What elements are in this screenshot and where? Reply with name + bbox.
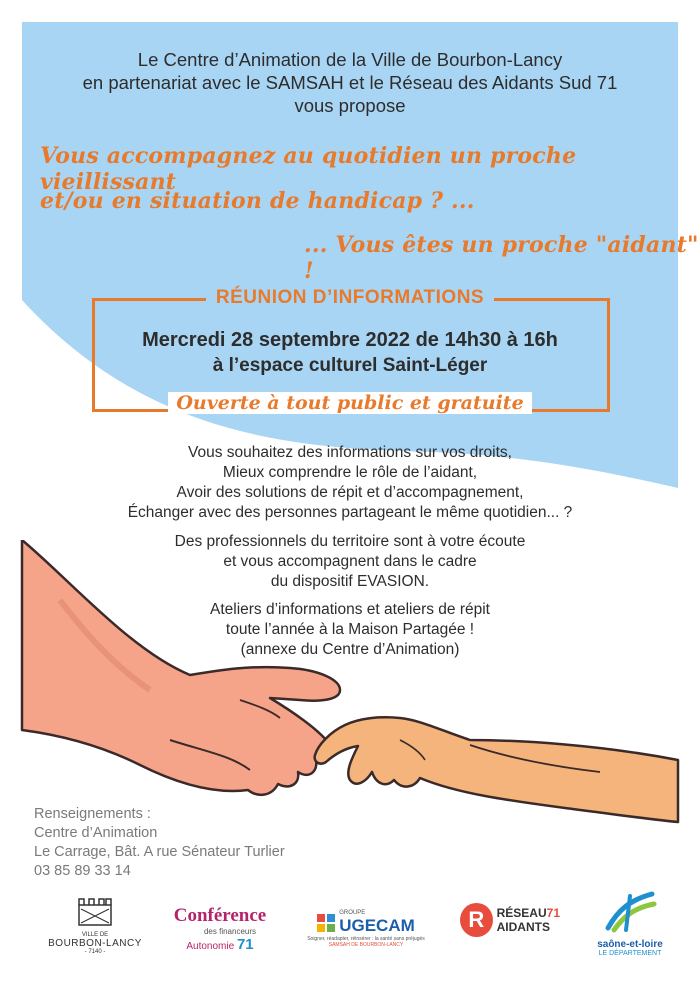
header-line-2: en partenariat avec le SAMSAH et le Réseau des Aidants Sud 71 xyxy=(82,72,618,93)
event-place: à l’espace culturel Saint-Léger xyxy=(212,355,488,376)
workshops-line-3: (annexe du Centre d’Animation) xyxy=(240,641,460,658)
conference-sub: des financeurs xyxy=(203,927,257,936)
reseau-line1: RÉSEAU xyxy=(496,906,547,920)
ugecam-sub: Soigner, réadapter, réinsérer : la santé sans préjugés xyxy=(307,936,425,942)
professionals-line-1: Des professionnels du territoire sont à votre écoute xyxy=(174,533,526,550)
contact-address: Le Carrage, Bât. A rue Sénateur Turlier xyxy=(34,844,285,860)
hands-illustration xyxy=(0,540,700,840)
conference-num: 71 xyxy=(236,936,254,953)
tagline-line-2: et/ou en situation de handicap ? ... xyxy=(40,188,475,214)
department-icon xyxy=(600,890,660,934)
contact-block xyxy=(34,805,285,881)
ville-small: VILLE DE xyxy=(81,932,109,938)
tagline-line-3: ... Vous êtes un proche "aidant" ! xyxy=(304,232,699,284)
professionals-line-2: et vous accompagnent dans le cadre xyxy=(223,553,477,570)
question-4: Échanger avec des personnes partageant le même quotidien... ? xyxy=(127,504,573,521)
tagline-line-1: Vous accompagnez au quotidien un proche vieillissant xyxy=(40,143,577,195)
workshops-line-1: Ateliers d’informations et ateliers de répit xyxy=(210,601,490,618)
conference-name: Conférence xyxy=(173,905,267,926)
event-date: Mercredi 28 septembre 2022 de 14h30 à 16h xyxy=(142,329,558,351)
questions-block xyxy=(40,443,660,523)
header-line-1: Le Centre d’Animation de la Ville de Bourbon-Lancy xyxy=(137,49,563,70)
logo-ugecam xyxy=(305,910,427,948)
professionals-line-3: du dispositif EVASION. xyxy=(270,573,430,590)
logo-reseau-aidants xyxy=(460,903,560,937)
castle-icon xyxy=(75,895,115,927)
question-3: Avoir des solutions de répit et d’accompagnement, xyxy=(176,484,524,501)
question-2: Mieux comprendre le rôle de l’aidant, xyxy=(222,464,478,481)
ugecam-groupe: GROUPE xyxy=(339,910,366,916)
conference-sub2: Autonomie xyxy=(186,941,235,952)
ugecam-icon xyxy=(317,914,335,932)
ville-code: - 7140 - xyxy=(84,949,106,955)
reseau-circle-icon: R xyxy=(460,903,493,937)
sel-name: saône-et-loire xyxy=(597,939,663,950)
ugecam-name: UGECAM xyxy=(339,916,415,935)
contact-phone: 03 85 89 33 14 xyxy=(34,863,131,879)
logo-conference xyxy=(160,905,280,953)
logo-bourbon-lancy xyxy=(40,895,150,955)
ugecam-sub2: SAMSAH DE BOURBON-LANCY xyxy=(328,942,404,948)
question-1: Vous souhaitez des informations sur vos droits, xyxy=(188,444,512,461)
event-title: RÉUNION D’INFORMATIONS xyxy=(0,287,700,309)
logo-saone-et-loire xyxy=(585,890,675,957)
reseau-line2: AIDANTS xyxy=(496,920,550,934)
reseau-num: 71 xyxy=(546,906,560,920)
contact-org: Centre d’Animation xyxy=(34,825,158,841)
contact-label: Renseignements : xyxy=(34,806,151,822)
ville-name: BOURBON-LANCY xyxy=(48,938,142,949)
event-access: Ouverte à tout public et gratuite xyxy=(0,392,700,414)
sel-sub: LE DÉPARTEMENT xyxy=(598,950,662,957)
header-line-3: vous propose xyxy=(294,95,406,116)
workshops-line-2: toute l’année à la Maison Partagée ! xyxy=(225,621,475,638)
